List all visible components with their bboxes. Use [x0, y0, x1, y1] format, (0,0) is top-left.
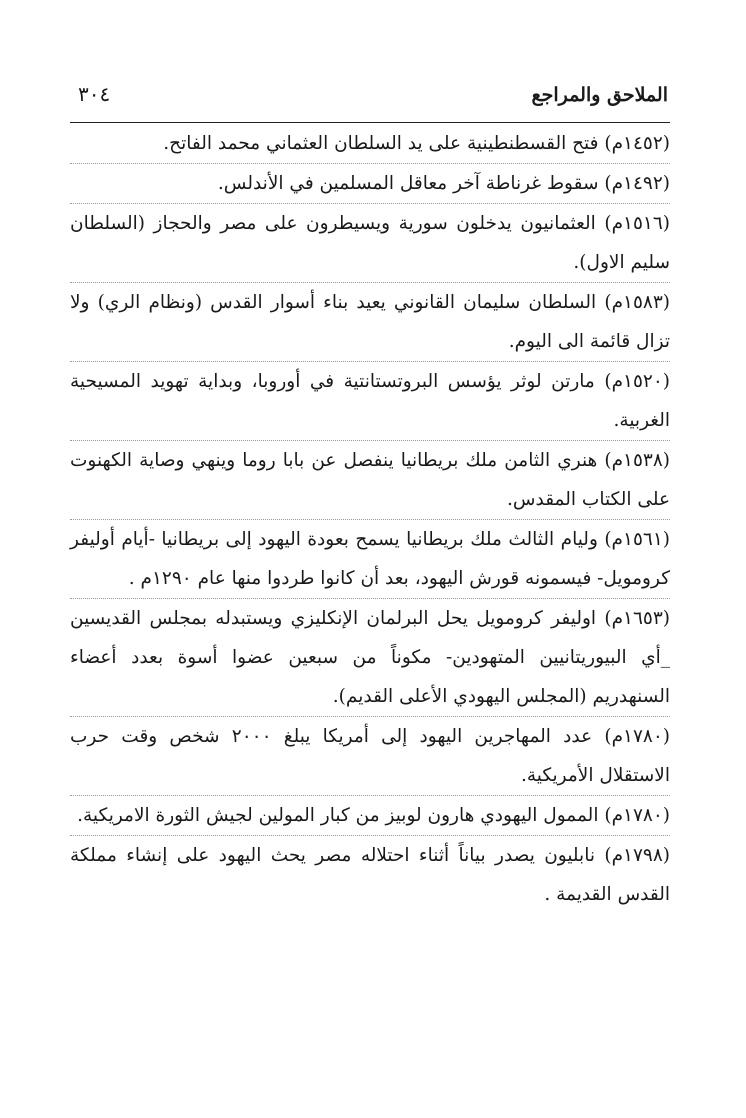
entry-year: (١٧٨٠م)	[604, 805, 670, 826]
entry-text: مارتن لوثر يؤسس البروتستانتية في أوروبا، وبداية تهويد المسيحية الغربية.	[70, 371, 670, 431]
entry-year: (١٥٨٣م)	[604, 292, 670, 313]
entry-year: (١٥٦١م)	[604, 529, 670, 550]
timeline-entry	[70, 717, 670, 796]
entry-year: (١٤٩٢م)	[604, 173, 670, 194]
entry-year: (١٧٩٨م)	[604, 845, 670, 866]
book-page	[70, 78, 670, 1078]
timeline-entry	[70, 520, 670, 599]
timeline-entry	[70, 599, 670, 717]
entry-text: السلطان سليمان القانوني يعيد بناء أسوار القدس (ونظام الري) ولا تزال قائمة الى اليوم.	[70, 292, 670, 352]
entry-text: سقوط غرناطة آخر معاقل المسلمين في الأندلس.	[217, 173, 599, 194]
page-number: ٣٠٤	[78, 82, 111, 106]
entry-year: (١٧٨٠م)	[604, 726, 670, 747]
entry-text: فتح القسطنطينية على يد السلطان العثماني محمد الفاتح.	[163, 133, 599, 154]
timeline-entry	[70, 124, 670, 164]
entry-text: نابليون يصدر بياناً أثناء احتلاله مصر يحث اليهود على إنشاء مملكة القدس القديمة .	[70, 845, 670, 905]
timeline-entries	[70, 124, 670, 914]
entry-year: (١٤٥٢م)	[604, 133, 670, 154]
timeline-entry	[70, 164, 670, 204]
entry-text: العثمانيون يدخلون سورية ويسيطرون على مصر والحجاز (السلطان سليم الاول).	[70, 213, 670, 273]
entry-text: هنري الثامن ملك بريطانيا ينفصل عن بابا روما وينهي وصاية الكهنوت على الكتاب المقدس.	[70, 450, 670, 510]
timeline-entry	[70, 283, 670, 362]
timeline-entry	[70, 796, 670, 836]
entry-year: (١٥٣٨م)	[604, 450, 670, 471]
timeline-entry	[70, 204, 670, 283]
entry-text: عدد المهاجرين اليهود إلى أمريكا يبلغ ٢٠٠٠ شخص وقت حرب الاستقلال الأمريكية.	[70, 726, 670, 786]
entry-text: وليام الثالث ملك بريطانيا يسمح بعودة اليهود إلى بريطانيا -أيام أوليفر كرومويل- فيسمونه قورش اليهود، بعد أن كانوا طردوا منها عام ١٢٩٠م .	[70, 529, 670, 589]
page-header	[70, 78, 670, 123]
entry-year: (١٥٢٠م)	[604, 371, 670, 392]
entry-text: اوليفر كرومويل يحل البرلمان الإنكليزي ويستبدله بمجلس القديسين _أي البيوريتانيين المتهودين- مكوناً من سبعين عضوا أسوة بعدد أعضاء السنهدريم (المجلس اليهودي الأعلى القديم).	[70, 608, 670, 707]
entry-text: الممول اليهودي هارون لوبيز من كبار المولين لجيش الثورة الامريكية.	[77, 805, 599, 826]
timeline-entry	[70, 362, 670, 441]
entry-year: (١٦٥٣م)	[604, 608, 670, 629]
running-title: الملاحق والمراجع	[531, 84, 668, 106]
timeline-entry	[70, 441, 670, 520]
entry-year: (١٥١٦م)	[604, 213, 670, 234]
timeline-entry	[70, 836, 670, 914]
